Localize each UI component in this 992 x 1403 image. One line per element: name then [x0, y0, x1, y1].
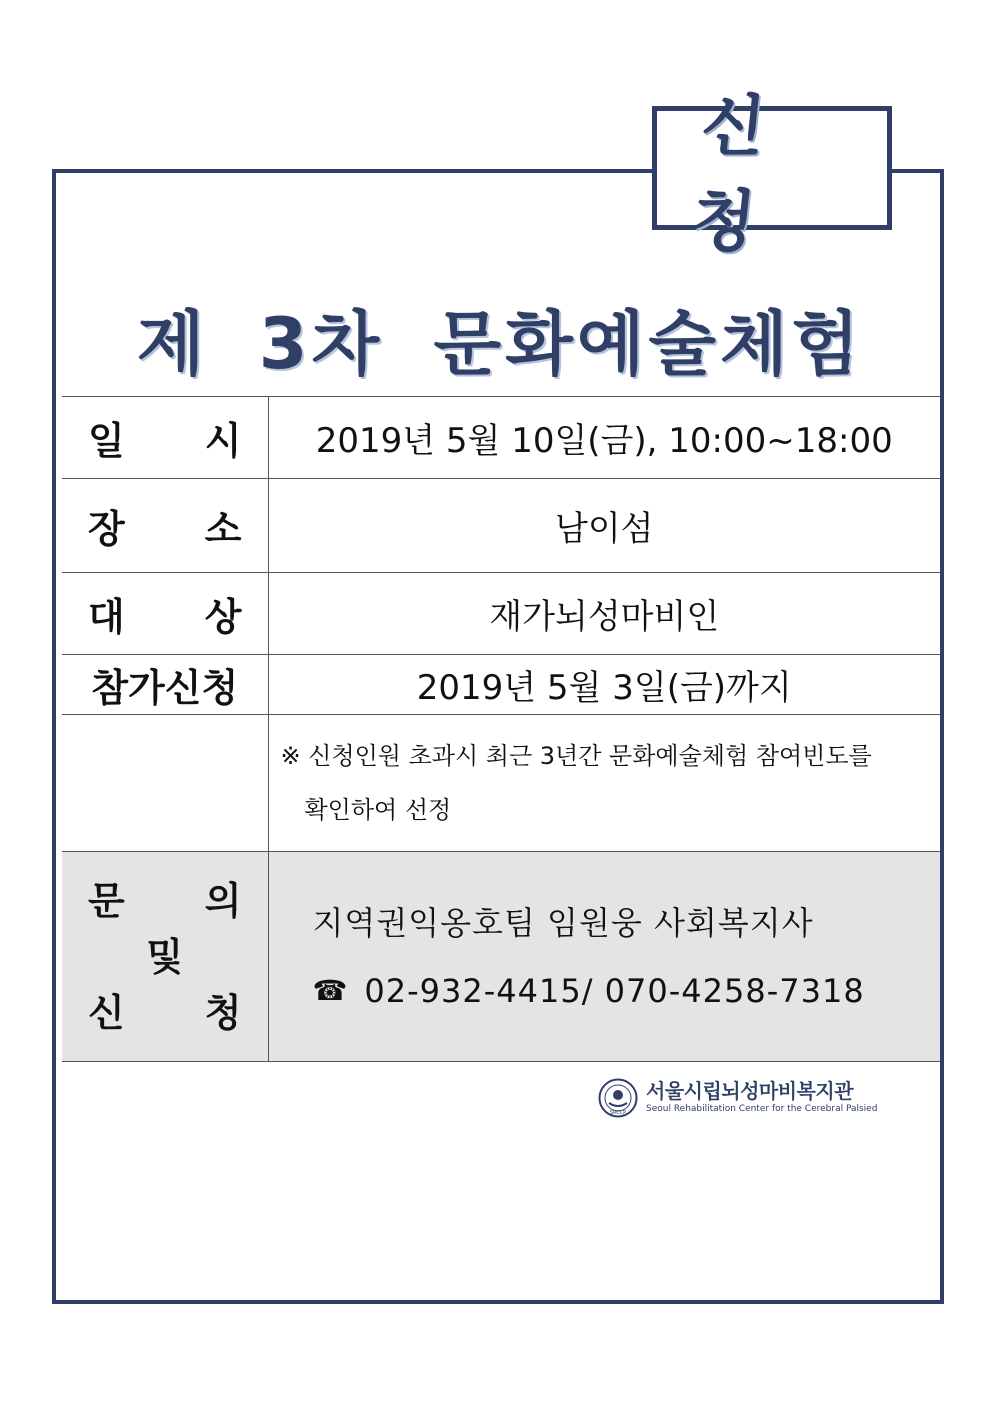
organization-subtitle: Seoul Rehabilitation Center for the Cerebral Palsied	[646, 1104, 878, 1114]
label-date-b: 시	[204, 419, 242, 463]
row-contact	[62, 852, 940, 1062]
label-apply: 참가신청	[62, 655, 268, 715]
note-cell	[268, 715, 940, 852]
page-title: 제 3차 문화예술체험	[136, 303, 864, 385]
badge-text: 신 청	[687, 87, 810, 260]
value-apply: 2019년 5월 3일(금)까지	[268, 655, 940, 715]
label-date-a: 일	[88, 419, 125, 463]
row-date	[62, 397, 940, 479]
value-target: 재가뇌성마비인	[268, 573, 940, 655]
note-line-2: 확인하여 선정	[304, 796, 452, 824]
telephone-icon: ☎	[312, 973, 349, 1007]
label-contact-3b: 청	[204, 990, 242, 1035]
contact-phone[interactable]: 02-932-4415/ 070-4258-7318	[364, 971, 865, 1010]
seal-icon	[598, 1078, 638, 1118]
organization-name: 서울시립뇌성마비복지관	[646, 1079, 854, 1103]
label-place-b: 소	[204, 507, 242, 551]
label-contact-1b: 의	[204, 878, 242, 923]
label-target	[62, 573, 268, 655]
row-apply	[62, 655, 940, 715]
contact-cell	[268, 852, 940, 1062]
application-badge	[652, 87, 892, 260]
label-contact	[62, 852, 268, 1062]
row-target	[62, 573, 940, 655]
label-date	[62, 397, 268, 479]
label-target-b: 상	[204, 595, 242, 639]
value-place: 남이섬	[268, 479, 940, 573]
label-place-a: 장	[88, 507, 125, 551]
row-note	[62, 715, 940, 852]
info-table	[62, 396, 940, 1062]
value-date: 2019년 5월 10일(금), 10:00~18:00	[268, 397, 940, 479]
label-contact-2: 및	[146, 934, 184, 979]
svg-text:SRCCP: SRCCP	[609, 1110, 627, 1116]
label-contact-3a: 신	[88, 990, 125, 1035]
note-line-1: ※ 신청인원 초과시 최근 3년간 문화예술체험 참여빈도를	[280, 742, 872, 770]
label-place	[62, 479, 268, 573]
row-place	[62, 479, 940, 573]
label-contact-1a: 문	[88, 878, 125, 923]
label-target-a: 대	[88, 595, 125, 639]
contact-person: 지역권익옹호팀 임원웅 사회복지사	[312, 903, 814, 942]
label-note-empty	[62, 715, 268, 852]
organization-logo	[598, 1078, 877, 1118]
